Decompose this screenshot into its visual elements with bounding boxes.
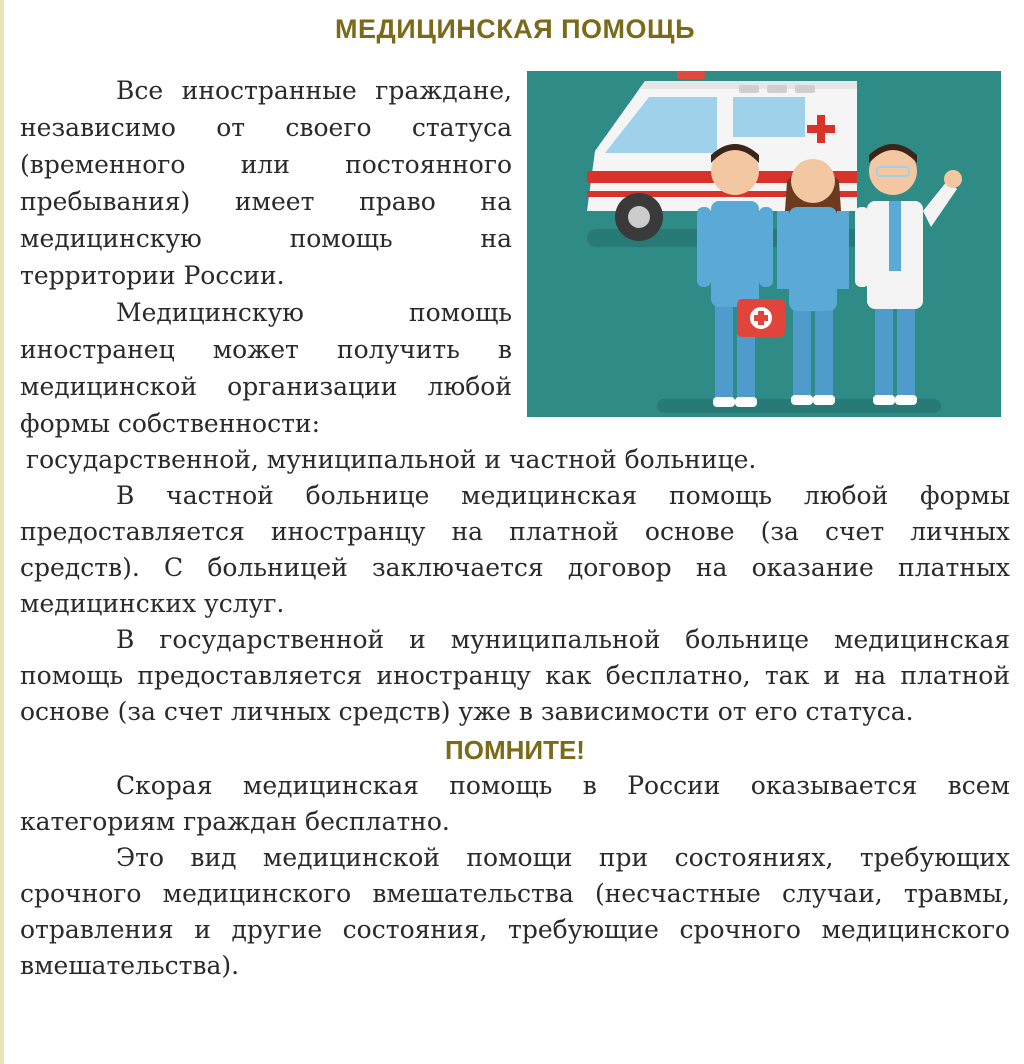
paragraph-public-hospital: В государственной и муниципальной больнице медицинская помощь предоставляется иностранцу как бесплатно, так и на платной основе (за счет личных средств) уже в зависимости от его статуса. <box>20 625 1010 726</box>
intro-text <box>20 72 512 442</box>
paragraph-where: Медицинскую помощь иностранец может получить в медицинской организации любой формы собственности: <box>20 298 512 438</box>
medical-staff-illustration <box>527 71 1001 417</box>
page-edge-rule <box>0 0 4 1064</box>
paragraph-rights: Все иностранные граждане, независимо от своего статуса (временного или постоянного пребывания) имеет право на медицинскую помощь на территории России. <box>20 76 512 290</box>
page-title: МЕДИЦИНСКАЯ ПОМОЩЬ <box>335 14 695 44</box>
body-text <box>20 442 1010 984</box>
paragraph-ambulance-free: Скорая медицинская помощь в России оказывается всем категориям граждан бесплатно. <box>20 771 1010 836</box>
paragraph-ownership-forms: государственной, муниципальной и частной больнице. <box>26 445 757 474</box>
paragraph-emergency-definition: Это вид медицинской помощи при состояниях, требующих срочного медицинского вмешательства (несчастные случаи, травмы, отравления и другие состояния, требующие срочного медицинского вмешательства). <box>20 843 1010 980</box>
illustration-svg <box>527 71 1001 417</box>
remember-heading: ПОМНИТЕ! <box>445 735 585 765</box>
page <box>20 0 1010 1064</box>
first-aid-kit-icon <box>737 299 785 337</box>
paragraph-private-hospital: В частной больнице медицинская помощь любой формы предоставляется иностранцу на платной основе (за счет личных средств). С больницей заключается договор на оказание платных медицинских услуг. <box>20 481 1010 618</box>
